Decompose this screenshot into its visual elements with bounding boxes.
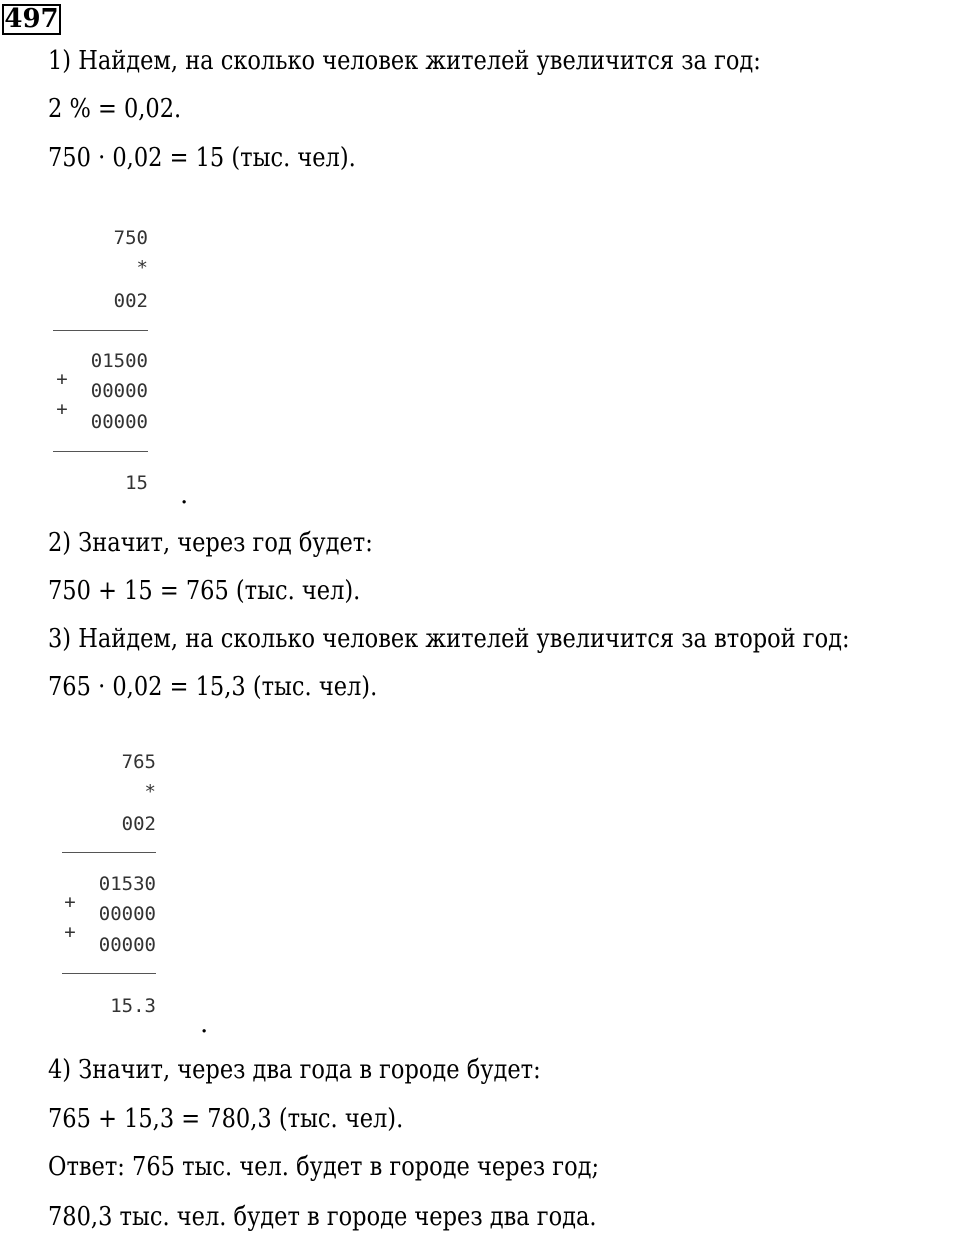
partial-product: 01500 — [90, 350, 148, 372]
multiplication-column-2 — [46, 750, 166, 1030]
multiplier: 002 — [121, 813, 156, 835]
rule-bottom — [62, 973, 156, 974]
multiplication-column-1 — [38, 226, 158, 506]
rule-top — [53, 330, 148, 331]
step-1-heading: 1) Найдем, на сколько человек жителей увеличится за год: — [48, 46, 761, 76]
period: . — [180, 480, 189, 510]
step-2-heading: 2) Значит, через год будет: — [48, 528, 373, 558]
partial-product: 00000 — [90, 380, 148, 402]
multiplier: 002 — [113, 290, 148, 312]
step-3-heading: 3) Найдем, на сколько человек жителей увеличится за второй год: — [48, 624, 850, 654]
operator: * — [136, 257, 148, 279]
plus-sign: + — [56, 398, 68, 420]
partial-product: 00000 — [98, 903, 156, 925]
partial-product: 01530 — [98, 873, 156, 895]
rule-bottom — [53, 451, 148, 452]
step-4-equation: 765 + 15,3 = 780,3 (тыс. чел). — [48, 1104, 404, 1134]
plus-sign: + — [64, 921, 76, 943]
step-2-equation: 750 + 15 = 765 (тыс. чел). — [48, 576, 361, 606]
partial-product: 00000 — [98, 934, 156, 956]
product-result: 15.3 — [110, 995, 156, 1017]
plus-sign: + — [56, 368, 68, 390]
problem-number: 497 — [2, 4, 61, 35]
multiplicand: 765 — [121, 751, 156, 773]
period: . — [200, 1009, 209, 1039]
step-3-equation: 765 · 0,02 = 15,3 (тыс. чел). — [48, 672, 378, 702]
percent-conversion: 2 % = 0,02. — [48, 94, 182, 124]
product-result: 15 — [125, 472, 148, 494]
partial-product: 00000 — [90, 411, 148, 433]
answer-line-1: Ответ: 765 тыс. чел. будет в городе через год; — [48, 1152, 600, 1182]
step-1-equation: 750 · 0,02 = 15 (тыс. чел). — [48, 143, 356, 173]
step-4-heading: 4) Значит, через два года в городе будет: — [48, 1055, 541, 1085]
answer-line-2: 780,3 тыс. чел. будет в городе через два года. — [48, 1202, 597, 1232]
plus-sign: + — [64, 891, 76, 913]
multiplicand: 750 — [113, 227, 148, 249]
rule-top — [62, 852, 156, 853]
operator: * — [144, 781, 156, 803]
